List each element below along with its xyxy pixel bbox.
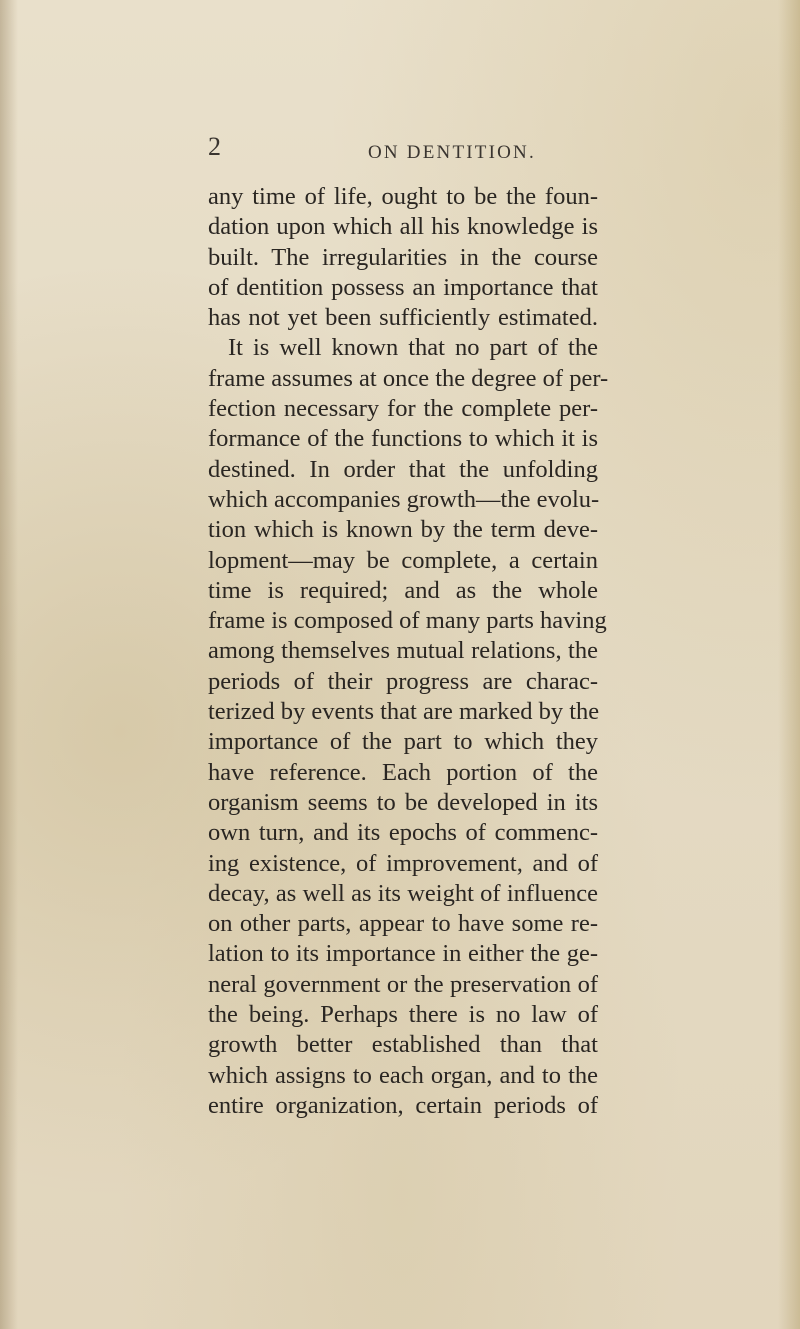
text-line: has not yet been sufficiently estimated. [208,304,598,332]
text-line: terized by events that are marked by the [208,698,600,726]
text-line: frame assumes at once the degree of per- [208,364,609,392]
text-line: the being. Perhaps there is no law of [208,1001,598,1029]
text-line: growth better established than that [208,1031,598,1059]
text-line: on other parts, appear to have some re- [208,910,598,938]
text-line: among themselves mutual relations, the [208,637,598,665]
running-head: ON DENTITION. [368,142,536,163]
text-line: formance of the functions to which it is [208,425,598,453]
text-line: neral government or the preservation of [208,970,598,998]
text-line: entire organization, certain periods of [208,1091,598,1119]
page-shadow-left [0,0,18,1329]
text-line: own turn, and its epochs of commenc- [208,819,598,847]
text-line: tion which is known by the term deve- [208,516,598,544]
text-line: lation to its importance in either the ge- [208,940,598,968]
page-number: 2 [208,132,221,161]
page-shadow-right [778,0,800,1329]
text-line: lopment—may be complete, a certain [208,546,598,574]
body-text [208,182,609,1121]
text-line: organism seems to be developed in its [208,788,598,816]
text-line: built. The irregularities in the course [208,243,598,271]
text-line: have reference. Each portion of the [208,758,598,786]
text-line: frame is composed of many parts having [208,607,607,635]
text-line: any time of life, ought to be the foun- [208,183,598,210]
text-line: It is well known that no part of the [228,334,598,362]
text-line: fection necessary for the complete per- [208,395,598,423]
text-line: periods of their progress are charac- [208,667,598,695]
text-line: time is required; and as the whole [208,576,598,604]
text-line: which assigns to each organ, and to the [208,1061,598,1089]
text-line: destined. In order that the unfolding [208,455,598,483]
text-line: which accompanies growth—the evolu- [208,485,600,513]
text-line: of dentition possess an importance that [208,273,598,301]
text-line: decay, as well as its weight of influence [208,879,598,907]
text-line: ing existence, of improvement, and of [208,849,598,877]
text-line: importance of the part to which they [208,728,598,756]
text-line: dation upon which all his knowledge is [208,213,598,241]
